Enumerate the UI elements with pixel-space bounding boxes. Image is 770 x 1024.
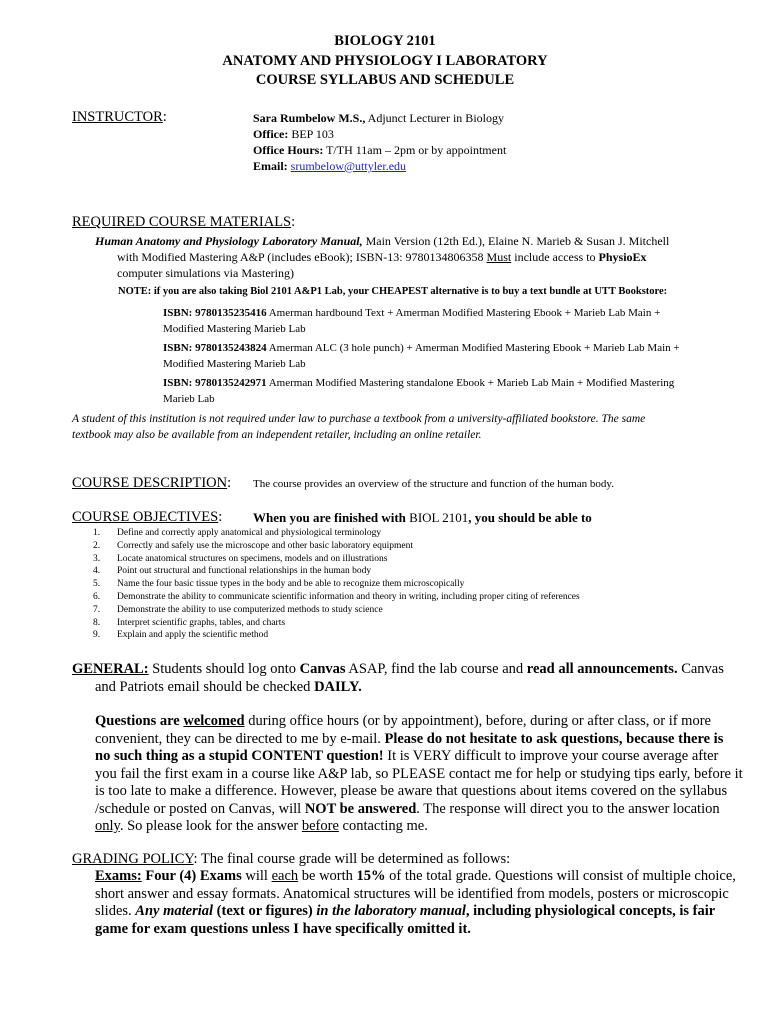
objective-item <box>72 527 580 540</box>
objectives-intro: When you are finished with BIOL 2101, you should be able to <box>253 510 592 525</box>
instructor-title: Adjunct Lecturer in Biology <box>365 111 504 125</box>
objective-number: 6. <box>93 591 101 602</box>
questions-paragraph: Questions are welcomed during office hours (or by appointment), before, during or after class, or if more convenient, they can be directed to me by e-mail. Please do not hesitate to ask questions, because there is no such thing as a stupid CONTENT question! It is VERY difficult to improve your course average after you fail the first exam in a course like A&P lab, so PLEASE contact me for help or studying tips early, before it is too late to make a difference. However, please be aware that questions about items covered on the syllabus /schedule or posted on Canvas, will NOT be answered. The response will direct you to the answer location only. So please look for the answer before contacting me. <box>95 713 743 834</box>
objective-item <box>72 540 580 553</box>
objective-number: 2. <box>93 540 101 551</box>
office-line: Office: BEP 103 <box>253 127 334 141</box>
instructor-block <box>253 110 506 174</box>
objective-item <box>72 578 580 591</box>
objective-text: Define and correctly apply anatomical and physiological terminology <box>117 528 382 538</box>
textbook-title: Human Anatomy and Physiology Laboratory Manual, <box>95 234 363 248</box>
instructor-heading: INSTRUCTOR: <box>72 109 167 125</box>
syllabus-title: COURSE SYLLABUS AND SCHEDULE <box>255 72 515 88</box>
isbn-option-1: ISBN: 9780135235416 Amerman hardbound Text + Amerman Modified Mastering Ebook + Marieb Lab Main + Modified Mastering Marieb Lab <box>163 307 661 335</box>
objective-number: 7. <box>93 604 101 615</box>
objective-number: 9. <box>93 630 101 641</box>
bookstore-disclaimer: A student of this institution is not required under law to purchase a textbook from a university-affiliated bookstore. The same textbook may also be available from an independent retailer, including an online retailer. <box>72 413 646 441</box>
grading-heading-line: GRADING POLICY: The final course grade will be determined as follows: <box>72 851 511 867</box>
description-text: The course provides an overview of the structure and function of the human body. <box>253 478 614 490</box>
objective-item <box>72 629 580 642</box>
office-hours-line: Office Hours: T/TH 11am – 2pm or by appointment <box>253 143 507 157</box>
objective-item <box>72 565 580 578</box>
general-paragraph: GENERAL: Students should log onto Canvas ASAP, find the lab course and read all announcements. Canvas and Patriots email should be checked DAILY. <box>72 661 724 695</box>
objective-item <box>72 617 580 630</box>
objective-text: Demonstrate the ability to use computerized methods to study science <box>117 604 383 615</box>
textbook-entry: Human Anatomy and Physiology Laboratory Manual, Main Version (12th Ed.), Elaine N. Marieb & Susan J. Mitchell with Modified Mastering A&P (includes eBook); ISBN-13: 9780134806358 Must include access to PhysioEx computer simulations via Mastering) <box>95 234 670 280</box>
grading-heading: GRADING POLICY <box>72 851 194 867</box>
objective-item <box>72 604 580 617</box>
objectives-heading: COURSE OBJECTIVES: <box>72 509 223 525</box>
objectives-list <box>72 527 580 642</box>
objective-text: Correctly and safely use the microscope and other basic laboratory equipment <box>117 540 413 551</box>
objective-text: Locate anatomical structures on specimens, models and on illustrations <box>117 553 388 564</box>
objective-text: Explain and apply the scientific method <box>117 630 269 641</box>
objective-number: 8. <box>93 617 101 628</box>
exams-paragraph: Exams: Four (4) Exams will each be worth 15% of the total grade. Questions will consist of multiple choice, short answer and essay formats. Anatomical structures will be identified from models, posters or microscopic slides. Any material (text or figures) in the laboratory manual, including physiological concepts, is fair game for exam questions unless I have specifically omitted it. <box>95 868 736 937</box>
materials-heading: REQUIRED COURSE MATERIALS: <box>72 214 296 230</box>
objective-text: Interpret scientific graphs, tables, and charts <box>117 617 286 628</box>
isbn-option-2: ISBN: 9780135243824 Amerman ALC (3 hole punch) + Amerman Modified Mastering Ebook + Marieb Lab Main + Modified Mastering Marieb Lab <box>163 342 680 370</box>
instructor-name-line <box>253 110 506 126</box>
description-heading: COURSE DESCRIPTION: <box>72 475 232 491</box>
objective-text: Demonstrate the ability to communicate scientific information and theory in writing, including proper citing of references <box>117 591 580 602</box>
email-line: Email: srumbelow@uttyler.edu <box>253 159 407 173</box>
bookstore-note: NOTE: if you are also taking Biol 2101 A&P1 Lab, your CHEAPEST alternative is to buy a text bundle at UTT Bookstore: <box>118 286 668 297</box>
objective-item <box>72 591 580 604</box>
course-name-title: ANATOMY AND PHYSIOLOGY I LABORATORY <box>222 53 548 69</box>
isbn-option-3: ISBN: 9780135242971 Amerman Modified Mastering standalone Ebook + Marieb Lab Main + Modified Mastering Marieb Lab <box>163 377 675 405</box>
objective-number: 3. <box>93 553 101 564</box>
objective-item <box>72 553 580 566</box>
objective-number: 4. <box>93 566 101 577</box>
objective-number: 5. <box>93 579 101 590</box>
objective-text: Name the four basic tissue types in the body and be able to recognize them microscopically <box>117 579 465 590</box>
objective-text: Point out structural and functional relationships in the human body <box>117 566 372 577</box>
course-code-title: BIOLOGY 2101 <box>334 33 436 49</box>
instructor-name: Sara Rumbelow M.S., <box>253 111 366 125</box>
objective-number: 1. <box>93 528 101 538</box>
email-link[interactable]: srumbelow@uttyler.edu <box>290 159 407 173</box>
general-heading: GENERAL: <box>72 661 149 677</box>
